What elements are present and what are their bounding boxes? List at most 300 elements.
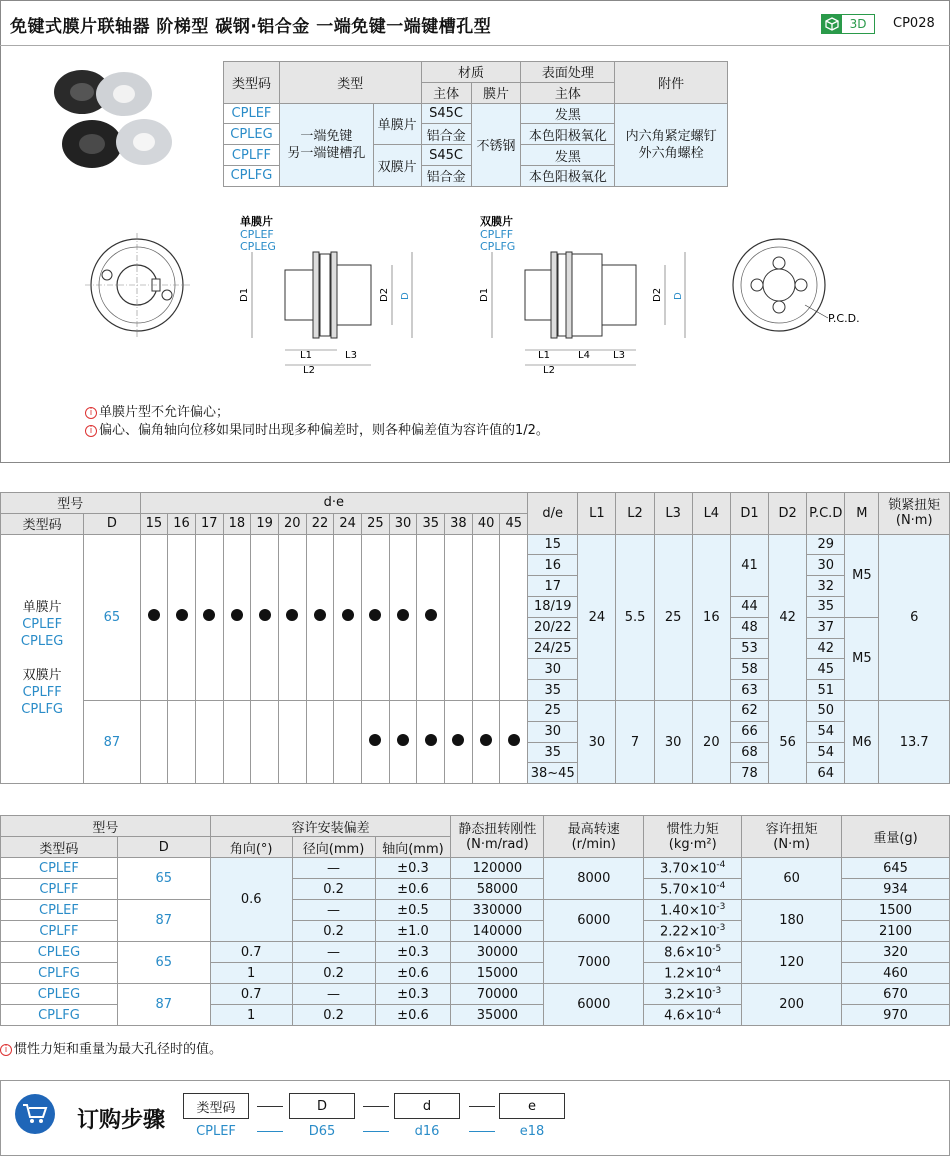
weight-value: 2100 bbox=[842, 921, 950, 942]
pcd-value: 29 bbox=[807, 534, 845, 555]
D1-value: 62 bbox=[730, 700, 768, 721]
de-value: 15 bbox=[528, 534, 578, 555]
footnote: i 惯性力矩和重量为最大孔径时的值。 bbox=[0, 1038, 222, 1057]
order-value-e: e18 bbox=[519, 1124, 545, 1139]
available-dot bbox=[480, 734, 492, 746]
th-de-size: 18 bbox=[223, 513, 251, 534]
type-code[interactable]: CPLEF bbox=[1, 900, 118, 921]
D1-value: 66 bbox=[730, 721, 768, 742]
de-availability bbox=[168, 534, 196, 700]
th-de-size: 25 bbox=[362, 513, 390, 534]
th-axial: 轴向(mm) bbox=[375, 837, 451, 858]
th-de-size: 30 bbox=[389, 513, 417, 534]
model-group bbox=[1, 534, 84, 784]
th-tolerance: 容许安装偏差 bbox=[210, 816, 451, 837]
angle-value: 1 bbox=[210, 1005, 292, 1026]
available-dot bbox=[369, 609, 381, 621]
info-icon: i bbox=[0, 1044, 12, 1056]
D1-value: 48 bbox=[730, 617, 768, 638]
de-availability bbox=[389, 534, 417, 700]
inertia-value bbox=[644, 900, 742, 921]
pcd-value: 51 bbox=[807, 680, 845, 701]
type-code[interactable]: CPLFF bbox=[224, 145, 280, 166]
radial-value: — bbox=[292, 984, 375, 1005]
pcd-value: 35 bbox=[807, 596, 845, 617]
available-dot bbox=[314, 609, 326, 621]
angle-value: 1 bbox=[210, 963, 292, 984]
D-value[interactable]: 65 bbox=[117, 942, 210, 984]
th-type-code: 类型码 bbox=[224, 62, 280, 104]
type-code[interactable]: CPLEG bbox=[224, 124, 280, 145]
weight-value: 670 bbox=[842, 984, 950, 1005]
inertia-base: 8.6×10 bbox=[664, 945, 713, 961]
order-box-d[interactable]: d bbox=[394, 1093, 460, 1119]
th-radial: 径向(mm) bbox=[292, 837, 375, 858]
inertia-value bbox=[644, 984, 742, 1005]
available-dot bbox=[397, 734, 409, 746]
order-box-e[interactable]: e bbox=[499, 1093, 565, 1119]
th-stiff: 静态扭转刚性 (N·m/rad) bbox=[451, 816, 544, 858]
angle-value: 0.6 bbox=[210, 858, 292, 942]
L3-value: 25 bbox=[654, 534, 692, 700]
front-view-single bbox=[85, 233, 190, 337]
available-dot bbox=[508, 734, 520, 746]
de-availability bbox=[168, 700, 196, 783]
th-torque: 容许扭矩 (N·m) bbox=[742, 816, 842, 858]
torque-value: 6 bbox=[879, 534, 950, 700]
speed-value: 6000 bbox=[544, 900, 644, 942]
available-dot bbox=[425, 609, 437, 621]
de-availability bbox=[306, 534, 334, 700]
radial-value: 0.2 bbox=[292, 921, 375, 942]
body-material: 铝合金 bbox=[421, 165, 471, 186]
th-de-size: 16 bbox=[168, 513, 196, 534]
L4-value: 16 bbox=[692, 534, 730, 700]
th-type_code: 类型码 bbox=[1, 837, 118, 858]
th-l1: L1 bbox=[578, 493, 616, 535]
type-code[interactable]: CPLEF bbox=[224, 103, 280, 124]
dim-D1: D1 bbox=[479, 287, 490, 302]
D-value[interactable]: 87 bbox=[84, 700, 140, 783]
th-torque: 锁紧扭矩 (N·m) bbox=[879, 493, 950, 535]
stiffness-value: 140000 bbox=[451, 921, 544, 942]
torque-value: 60 bbox=[742, 858, 842, 900]
order-box-type[interactable]: 类型码 bbox=[183, 1093, 249, 1119]
inertia-base: 4.6×10 bbox=[664, 1008, 713, 1024]
type-code[interactable]: CPLEG bbox=[1, 984, 118, 1005]
de-availability bbox=[334, 534, 362, 700]
body-material: S45C bbox=[421, 103, 471, 124]
th-model: 型号 bbox=[1, 816, 211, 837]
page-title: 免键式膜片联轴器 阶梯型 碳钢·铝合金 一端免键一端键槽孔型 bbox=[10, 17, 492, 37]
radial-value: 0.2 bbox=[292, 963, 375, 984]
th-model: 型号 bbox=[1, 493, 141, 514]
th-l3: L3 bbox=[654, 493, 692, 535]
inertia-base: 2.22×10 bbox=[660, 924, 717, 940]
inertia-exp: -4 bbox=[712, 1006, 722, 1017]
de-value: 17 bbox=[528, 576, 578, 597]
cube-icon bbox=[822, 15, 842, 33]
speed-value: 8000 bbox=[544, 858, 644, 900]
de-value: 16 bbox=[528, 555, 578, 576]
inertia-base: 3.70×10 bbox=[660, 861, 717, 877]
pcd-value: 32 bbox=[807, 576, 845, 597]
de-availability bbox=[223, 534, 251, 700]
pcd-value: 50 bbox=[807, 700, 845, 721]
type-desc: 一端免键 另一端键槽孔 bbox=[279, 103, 373, 186]
dimension-table bbox=[0, 492, 950, 784]
single-code-1: CPLEF bbox=[240, 228, 274, 241]
axial-value: ±0.6 bbox=[375, 1005, 451, 1026]
D-value[interactable]: 87 bbox=[117, 984, 210, 1026]
side-view-double bbox=[479, 214, 685, 376]
L2-value: 7 bbox=[616, 700, 654, 783]
M-value: M5 bbox=[845, 617, 879, 700]
th-de: d·e bbox=[140, 493, 528, 514]
note-2: i 偏心、偏角轴向位移如果同时出现多种偏差时，则各种偏差值为容许值的1/2。 bbox=[85, 422, 549, 440]
double-code-1: CPLFF bbox=[480, 228, 514, 241]
available-dot bbox=[452, 734, 464, 746]
th-de-size: 38 bbox=[445, 513, 473, 534]
group-label: CPLFG bbox=[21, 702, 64, 718]
pcd-value: 54 bbox=[807, 721, 845, 742]
D1-value: 68 bbox=[730, 742, 768, 763]
de-value: 25 bbox=[528, 700, 578, 721]
inertia-exp: -3 bbox=[712, 985, 722, 996]
order-value-d: d16 bbox=[414, 1124, 440, 1139]
th-pc.d: P.C.D bbox=[807, 493, 845, 535]
radial-value: — bbox=[292, 858, 375, 879]
catalog-code: CP028 bbox=[893, 16, 935, 31]
surface: 本色阳极氧化 bbox=[521, 165, 615, 186]
th-type: 类型 bbox=[279, 62, 421, 104]
th-l4: L4 bbox=[692, 493, 730, 535]
surface: 发黑 bbox=[521, 145, 615, 166]
dim-L3: L3 bbox=[345, 350, 357, 361]
L2-value: 5.5 bbox=[616, 534, 654, 700]
surface: 发黑 bbox=[521, 103, 615, 124]
th-de-size: 24 bbox=[334, 513, 362, 534]
dim-L1: L1 bbox=[538, 350, 550, 361]
available-dot bbox=[203, 609, 215, 621]
dim-D: D bbox=[673, 292, 684, 300]
type-code[interactable]: CPLFG bbox=[1, 963, 118, 984]
weight-value: 645 bbox=[842, 858, 950, 879]
th-body: 主体 bbox=[421, 82, 471, 103]
stiffness-value: 70000 bbox=[451, 984, 544, 1005]
de-availability bbox=[500, 700, 528, 783]
th-de-size: 22 bbox=[306, 513, 334, 534]
order-box-D[interactable]: D bbox=[289, 1093, 355, 1119]
radial-value: — bbox=[292, 900, 375, 921]
axial-value: ±0.3 bbox=[375, 858, 451, 879]
D1-value: 44 bbox=[730, 596, 768, 617]
de-availability bbox=[472, 534, 500, 700]
available-dot bbox=[397, 609, 409, 621]
de-value: 20/22 bbox=[528, 617, 578, 638]
note-1: i 单膜片型不允许偏心； bbox=[85, 404, 549, 422]
de-availability bbox=[445, 700, 473, 783]
group-label: 双膜片 bbox=[22, 668, 62, 684]
th-diaphragm: 膜片 bbox=[471, 82, 521, 103]
inertia-base: 1.40×10 bbox=[660, 903, 717, 919]
single-code-2: CPLEG bbox=[240, 240, 276, 253]
torque-value: 13.7 bbox=[879, 700, 950, 783]
de-availability bbox=[417, 534, 445, 700]
type-code[interactable]: CPLFG bbox=[224, 165, 280, 186]
th-m: M bbox=[845, 493, 879, 535]
cart-icon bbox=[15, 1094, 55, 1134]
technical-drawings bbox=[0, 210, 950, 380]
group-label bbox=[1, 650, 83, 667]
de-availability bbox=[278, 700, 306, 783]
diaphragm-material: 不锈钢 bbox=[471, 103, 521, 186]
de-availability bbox=[140, 534, 168, 700]
3d-label: 3D bbox=[849, 17, 867, 31]
inertia-base: 3.2×10 bbox=[664, 987, 713, 1003]
th-speed: 最高转速 (r/min) bbox=[544, 816, 644, 858]
group-label: CPLEF bbox=[22, 617, 63, 633]
available-dot bbox=[286, 609, 298, 621]
pcd-value: 54 bbox=[807, 742, 845, 763]
pcd-value: 64 bbox=[807, 763, 845, 784]
axial-value: ±0.5 bbox=[375, 900, 451, 921]
dim-D2: D2 bbox=[652, 287, 663, 302]
stiffness-value: 120000 bbox=[451, 858, 544, 879]
M-value: M6 bbox=[845, 700, 879, 783]
de-availability bbox=[472, 700, 500, 783]
front-view-double bbox=[733, 239, 860, 331]
inertia-base: 5.70×10 bbox=[660, 882, 717, 898]
stiffness-value: 58000 bbox=[451, 879, 544, 900]
product-photo bbox=[48, 70, 198, 170]
weight-value: 460 bbox=[842, 963, 950, 984]
available-dot bbox=[425, 734, 437, 746]
D1-value: 78 bbox=[730, 763, 768, 784]
stiffness-value: 330000 bbox=[451, 900, 544, 921]
type-code[interactable]: CPLEG bbox=[1, 942, 118, 963]
th-de-size: 20 bbox=[278, 513, 306, 534]
inertia-exp: -3 bbox=[716, 922, 726, 933]
de-value: 18/19 bbox=[528, 596, 578, 617]
available-dot bbox=[259, 609, 271, 621]
radial-value: 0.2 bbox=[292, 879, 375, 900]
available-dot bbox=[369, 734, 381, 746]
double-diaphragm: 双膜片 bbox=[373, 145, 421, 187]
inertia-exp: -5 bbox=[712, 943, 722, 954]
de-value: 35 bbox=[528, 680, 578, 701]
th-de-size: 15 bbox=[140, 513, 168, 534]
stiffness-value: 15000 bbox=[451, 963, 544, 984]
dim-L1: L1 bbox=[300, 350, 312, 361]
th-de-size: 17 bbox=[195, 513, 223, 534]
axial-value: ±1.0 bbox=[375, 921, 451, 942]
weight-value: 934 bbox=[842, 879, 950, 900]
available-dot bbox=[342, 609, 354, 621]
th-type-code: 类型码 bbox=[1, 513, 84, 534]
inertia-exp: -3 bbox=[716, 901, 726, 912]
L4-value: 20 bbox=[692, 700, 730, 783]
dim-D1: D1 bbox=[239, 287, 250, 302]
body-material: S45C bbox=[421, 145, 471, 166]
D1-value: 63 bbox=[730, 680, 768, 701]
de-availability bbox=[195, 534, 223, 700]
order-title: 订购步骤 bbox=[77, 1108, 166, 1133]
radial-value: — bbox=[292, 942, 375, 963]
speed-value: 7000 bbox=[544, 942, 644, 984]
th-D: D bbox=[117, 837, 210, 858]
de-availability bbox=[500, 534, 528, 700]
torque-value: 180 bbox=[742, 900, 842, 942]
de-availability bbox=[334, 700, 362, 783]
de-value: 24/25 bbox=[528, 638, 578, 659]
spec-table bbox=[223, 61, 728, 187]
th-surface-body: 主体 bbox=[521, 82, 615, 103]
de-value: 30 bbox=[528, 659, 578, 680]
D1-value: 41 bbox=[730, 534, 768, 596]
axial-value: ±0.3 bbox=[375, 984, 451, 1005]
dim-L2: L2 bbox=[303, 365, 315, 376]
de-availability bbox=[251, 534, 279, 700]
inertia-exp: -4 bbox=[712, 964, 722, 975]
th-dslash: d/e bbox=[528, 493, 578, 535]
available-dot bbox=[231, 609, 243, 621]
torque-value: 200 bbox=[742, 984, 842, 1026]
inertia-exp: -4 bbox=[716, 859, 726, 870]
radial-value: 0.2 bbox=[292, 1005, 375, 1026]
de-availability bbox=[389, 700, 417, 783]
single-title: 单膜片 bbox=[240, 215, 273, 228]
available-dot bbox=[148, 609, 160, 621]
group-label: 单膜片 bbox=[22, 600, 62, 616]
order-value-D: D65 bbox=[308, 1124, 336, 1139]
axial-value: ±0.3 bbox=[375, 942, 451, 963]
de-availability bbox=[140, 700, 168, 783]
inertia-value bbox=[644, 921, 742, 942]
angle-value: 0.7 bbox=[210, 984, 292, 1005]
de-availability bbox=[445, 534, 473, 700]
order-value-type: CPLEF bbox=[196, 1124, 236, 1139]
inertia-exp: -4 bbox=[716, 880, 726, 891]
th-l2: L2 bbox=[616, 493, 654, 535]
body-material: 铝合金 bbox=[421, 124, 471, 145]
inertia-value bbox=[644, 879, 742, 900]
pcd-value: 37 bbox=[807, 617, 845, 638]
L1-value: 30 bbox=[578, 700, 616, 783]
single-diaphragm: 单膜片 bbox=[373, 103, 421, 145]
th-de-size: 40 bbox=[472, 513, 500, 534]
torque-value: 120 bbox=[742, 942, 842, 984]
pcd-value: 42 bbox=[807, 638, 845, 659]
pcd-value: 30 bbox=[807, 555, 845, 576]
th-weight: 重量(g) bbox=[842, 816, 950, 858]
group-label: CPLEG bbox=[20, 634, 64, 650]
dim-L2: L2 bbox=[543, 365, 555, 376]
performance-table bbox=[0, 815, 950, 1026]
de-availability bbox=[306, 700, 334, 783]
axial-value: ±0.6 bbox=[375, 963, 451, 984]
D1-value: 53 bbox=[730, 638, 768, 659]
accessory: 内六角紧定螺钉 外六角螺栓 bbox=[615, 103, 728, 186]
title-bar bbox=[0, 0, 950, 46]
inertia-value bbox=[644, 942, 742, 963]
th-D: D bbox=[84, 513, 140, 534]
3d-button[interactable] bbox=[821, 14, 875, 34]
dim-L4: L4 bbox=[578, 350, 590, 361]
de-availability bbox=[251, 700, 279, 783]
de-availability bbox=[278, 534, 306, 700]
angle-value: 0.7 bbox=[210, 942, 292, 963]
D-value[interactable]: 65 bbox=[84, 534, 140, 700]
type-code[interactable]: CPLFF bbox=[1, 879, 118, 900]
stiffness-value: 35000 bbox=[451, 1005, 544, 1026]
th-surface: 表面处理 bbox=[521, 62, 615, 83]
stiffness-value: 30000 bbox=[451, 942, 544, 963]
de-availability bbox=[195, 700, 223, 783]
info-icon: i bbox=[85, 407, 97, 419]
de-availability bbox=[223, 700, 251, 783]
th-inertia: 惯性力矩 (kg·m²) bbox=[644, 816, 742, 858]
de-value: 38~45 bbox=[528, 763, 578, 784]
weight-value: 1500 bbox=[842, 900, 950, 921]
D-value[interactable]: 65 bbox=[117, 858, 210, 900]
pcd-label: P.C.D. bbox=[828, 312, 860, 325]
de-availability bbox=[362, 534, 390, 700]
th-material: 材质 bbox=[421, 62, 521, 83]
dim-D2: D2 bbox=[379, 287, 390, 302]
D2-value: 56 bbox=[769, 700, 807, 783]
surface: 本色阳极氧化 bbox=[521, 124, 615, 145]
type-code[interactable]: CPLFG bbox=[1, 1005, 118, 1026]
th-d2: D2 bbox=[769, 493, 807, 535]
order-steps bbox=[0, 1080, 950, 1156]
D-value[interactable]: 87 bbox=[117, 900, 210, 942]
type-code[interactable]: CPLFF bbox=[1, 921, 118, 942]
double-code-2: CPLFG bbox=[480, 240, 516, 253]
inertia-value bbox=[644, 1005, 742, 1026]
de-availability bbox=[417, 700, 445, 783]
weight-value: 970 bbox=[842, 1005, 950, 1026]
D1-value: 58 bbox=[730, 659, 768, 680]
th-d1: D1 bbox=[730, 493, 768, 535]
de-value: 30 bbox=[528, 721, 578, 742]
axial-value: ±0.6 bbox=[375, 879, 451, 900]
weight-value: 320 bbox=[842, 942, 950, 963]
inertia-value bbox=[644, 963, 742, 984]
de-value: 35 bbox=[528, 742, 578, 763]
double-title: 双膜片 bbox=[480, 215, 513, 228]
notes bbox=[85, 404, 549, 440]
th-de-size: 45 bbox=[500, 513, 528, 534]
de-availability bbox=[362, 700, 390, 783]
th-accessory: 附件 bbox=[615, 62, 728, 104]
th-angle: 角向(°) bbox=[210, 837, 292, 858]
inertia-base: 1.2×10 bbox=[664, 966, 713, 982]
side-view-single bbox=[239, 214, 412, 376]
type-code[interactable]: CPLEF bbox=[1, 858, 118, 879]
speed-value: 6000 bbox=[544, 984, 644, 1026]
th-de-size: 35 bbox=[417, 513, 445, 534]
th-de-size: 19 bbox=[251, 513, 279, 534]
D2-value: 42 bbox=[769, 534, 807, 700]
available-dot bbox=[176, 609, 188, 621]
dim-L3: L3 bbox=[613, 350, 625, 361]
dim-D: D bbox=[400, 292, 411, 300]
M-value: M5 bbox=[845, 534, 879, 617]
inertia-value bbox=[644, 858, 742, 879]
info-icon: i bbox=[85, 425, 97, 437]
pcd-value: 45 bbox=[807, 659, 845, 680]
